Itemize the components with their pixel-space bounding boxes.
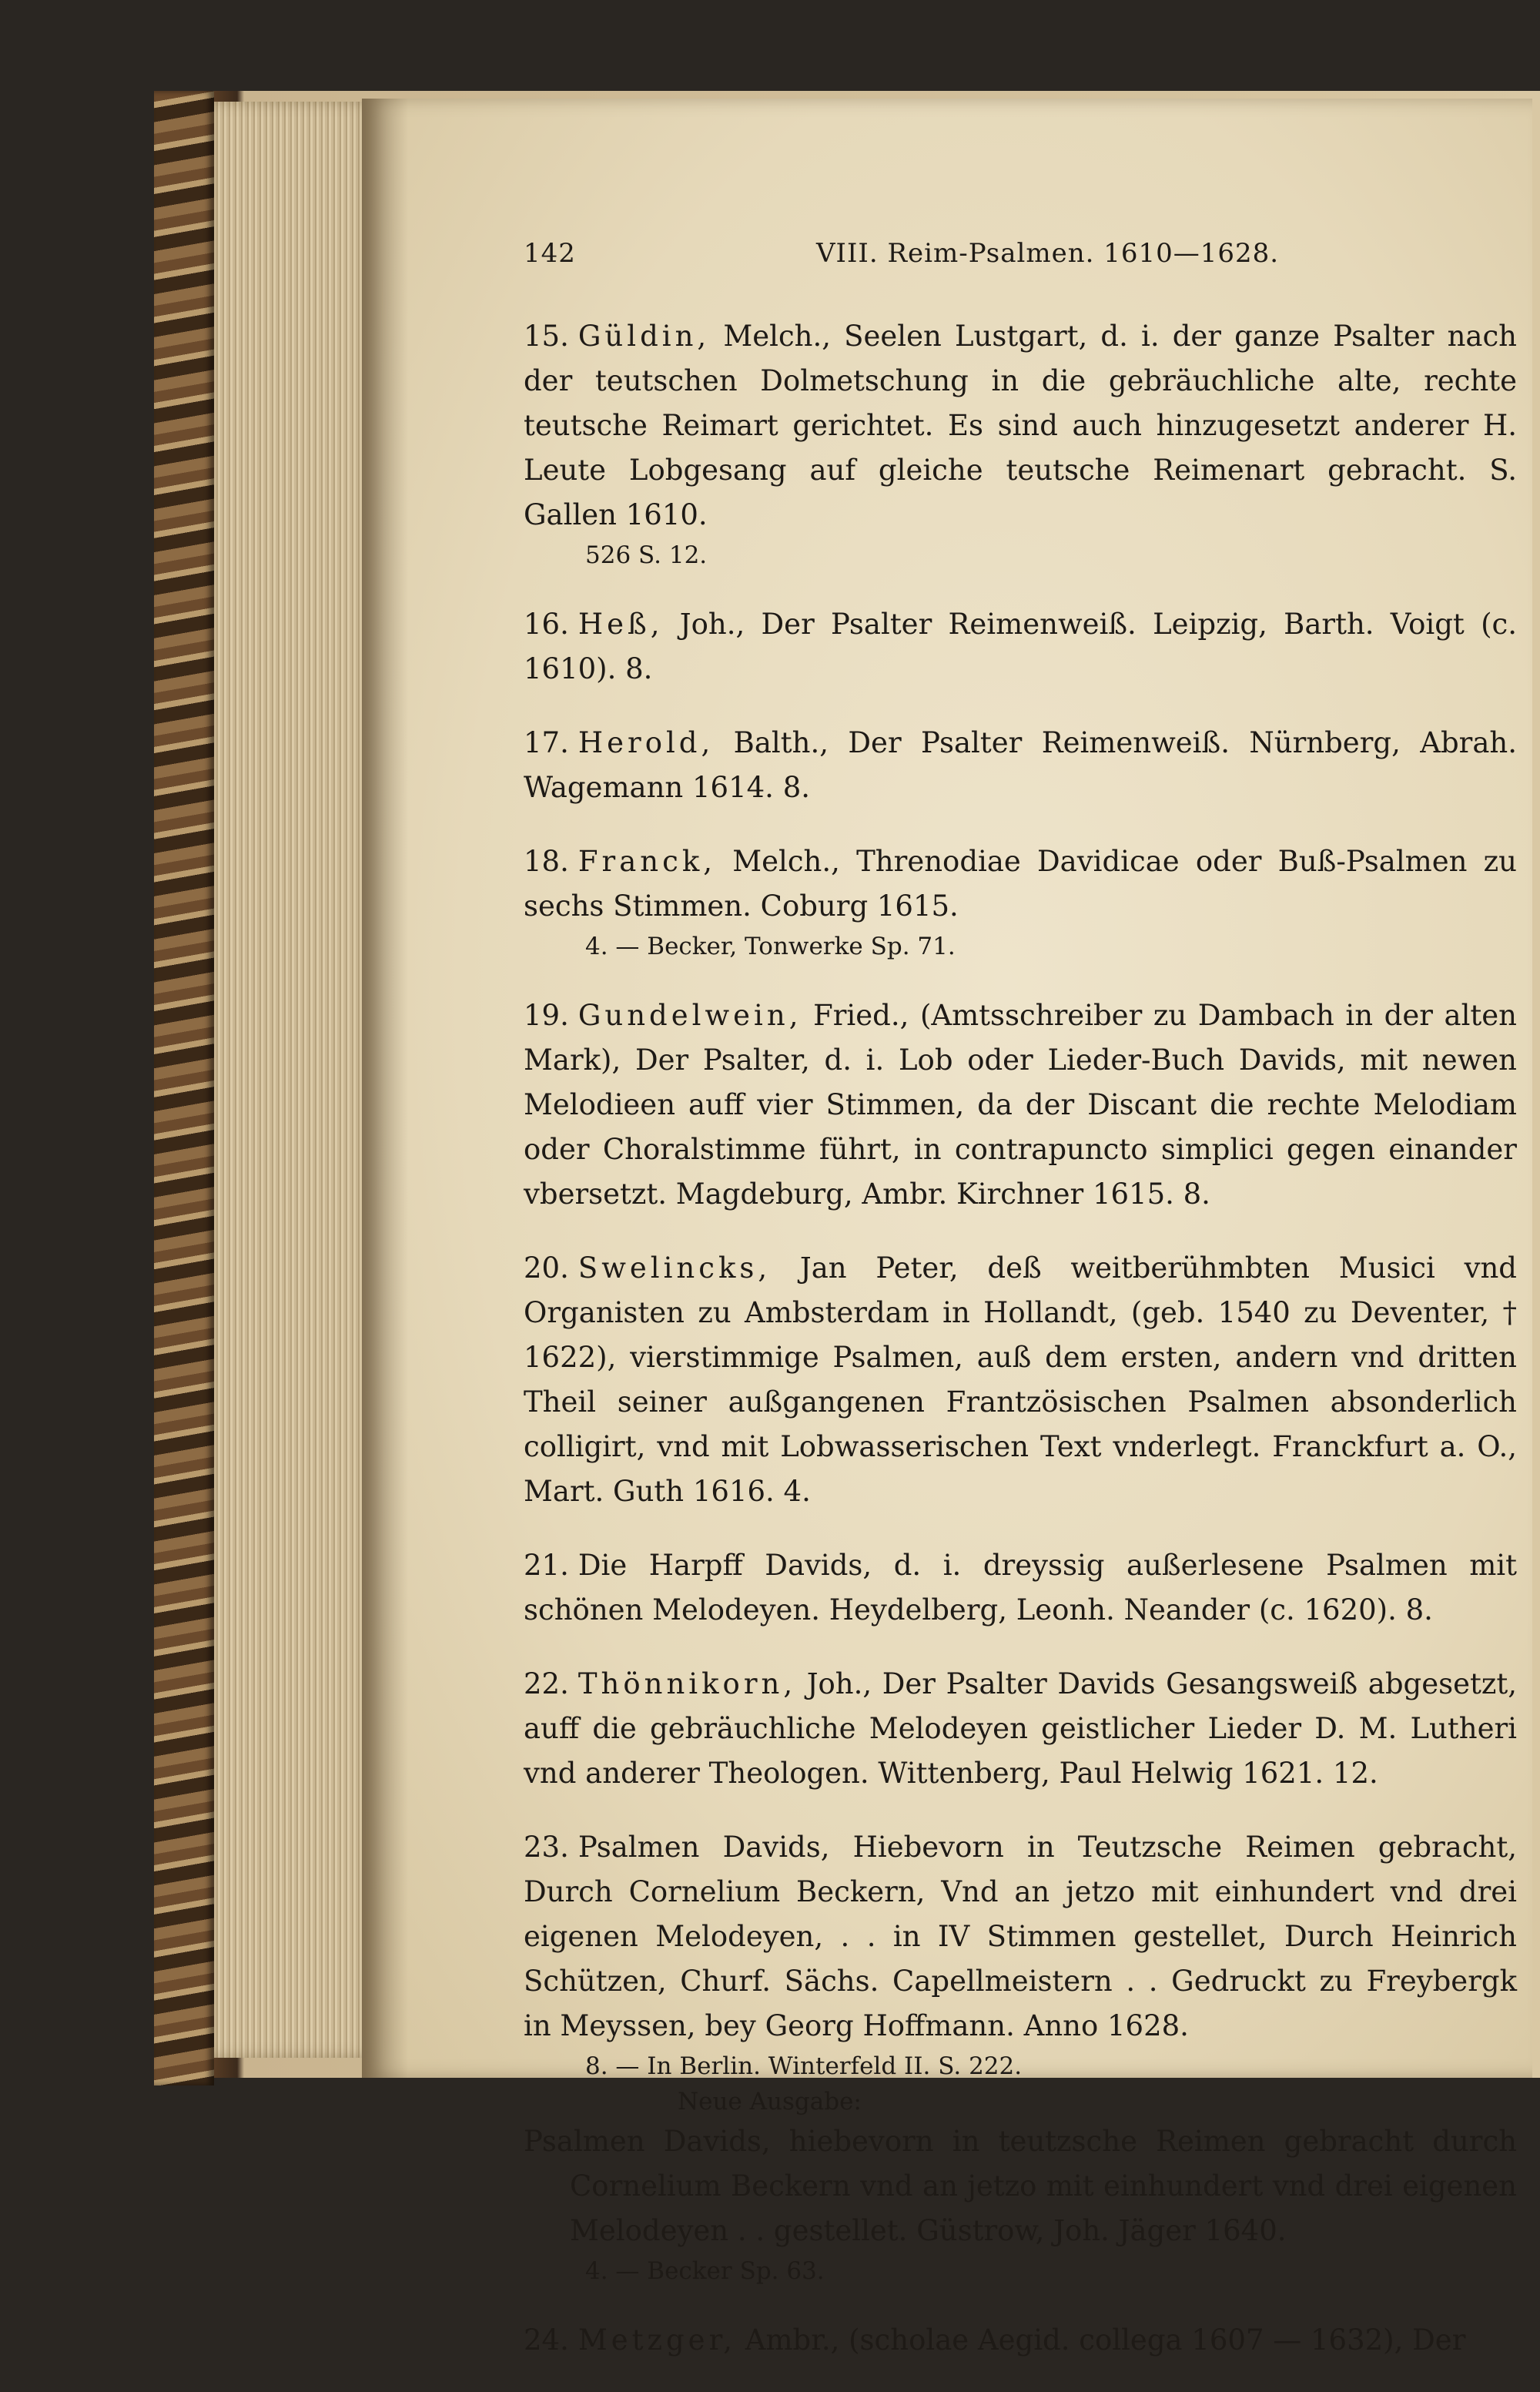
- entry-number: 15.: [524, 320, 569, 353]
- entry-author: Metzger,: [578, 2323, 736, 2357]
- entry-18: [524, 839, 1517, 964]
- new-edition-heading: Neue Ausgabe:: [678, 2088, 862, 2116]
- entry-21: [524, 1543, 1517, 1633]
- entry-note: 8. — In Berlin. Winterfeld II. S. 222.: [585, 2052, 1023, 2080]
- entry-23: [524, 1825, 1517, 2289]
- page-content: [524, 231, 1517, 2392]
- entry-number: 19.: [524, 999, 569, 1032]
- entry-17: [524, 721, 1517, 810]
- entry-text: Die Harpff Davids, d. i. dreyssig außerlesene Psalmen mit schönen Melodeyen. Heydelberg, Leonh. Neander (c. 1620). 8.: [524, 1549, 1517, 1626]
- entry-text: Fried., (Amtsschreiber zu Dambach in der alten Mark), Der Psalter, d. i. Lob oder Lieder-Buch Davids, mit newen Melodieen auff vier Stimmen, da der Discant die rechte Melodiam oder Choralstimme führt, in contrapuncto simplici gegen einander vbersetzt. Magdeburg, Ambr. Kirchner 1615. 8.: [524, 999, 1517, 1211]
- entry-text: Melch., Threnodiae Davidicae oder Buß-Psalmen zu sechs Stimmen. Coburg 1615.: [524, 845, 1517, 923]
- entry-24: [524, 2318, 1517, 2363]
- entry-author: Herold,: [578, 726, 715, 759]
- entry-author: Gundelwein,: [578, 999, 802, 1032]
- running-title: VIII. Reim-Psalmen. 1610—1628.: [816, 238, 1280, 269]
- entry-note: 4. — Becker, Tonwerke Sp. 71.: [585, 933, 956, 960]
- entry-text: Joh., Der Psalter Reimenweiß. Leipzig, Barth. Voigt (c. 1610). 8.: [524, 608, 1517, 685]
- entry-number: 17.: [524, 726, 569, 759]
- entry-text: Jan Peter, deß weitberühmbten Musici vnd Organisten zu Ambsterdam in Hollandt, (geb. 1540 zu Deventer, † 1622), vierstimmige Psalmen, auß dem ersten, andern vnd dritten Theil seiner außgangenen Frantzösischen Psalmen absonderlich colligirt, vnd mit Lobwasserischen Text vnderlegt. Franckfurt a. O., Mart. Guth 1616. 4.: [524, 1251, 1517, 1508]
- entry-16: [524, 602, 1517, 692]
- entry-number: 24.: [524, 2323, 569, 2357]
- entry-number: 20.: [524, 1251, 569, 1285]
- entry-number: 22.: [524, 1667, 569, 1700]
- gutter-shadow: [362, 99, 408, 2078]
- entry-19: [524, 993, 1517, 1217]
- page-edges: [214, 102, 376, 2058]
- page-header: [524, 231, 1517, 285]
- entry-text: Psalmen Davids, Hiebevorn in Teutzsche Reimen gebracht, Durch Cornelium Beckern, Vnd an jetzo mit einhundert vnd drei eigenen Melodeyen, . . in IV Stimmen gestellet, Durch Heinrich Schützen, Churf. Sächs. Capellmeistern . . Gedruckt zu Freybergk in Meyssen, bey Georg Hoffmann. Anno 1628.: [524, 1831, 1517, 2042]
- entry-author: Heß,: [578, 608, 664, 641]
- entry-number: 23.: [524, 1831, 569, 1864]
- entry-text: Ambr., (scholae Aegid. collega 1607 — 1632), Der: [745, 2323, 1466, 2357]
- entry-author: Thönnikorn,: [578, 1667, 797, 1700]
- marbled-spine-edge: [154, 91, 214, 2085]
- entry-number: 18.: [524, 845, 569, 878]
- entry-author: Swelincks,: [578, 1251, 772, 1285]
- entry-note: 526 S. 12.: [585, 541, 708, 569]
- entry-author: Franck,: [578, 845, 716, 878]
- entry-number: 16.: [524, 608, 569, 641]
- entry-author: Güldin,: [578, 320, 711, 353]
- entry-22: [524, 1662, 1517, 1796]
- entry-text: Joh., Der Psalter Davids Gesangsweiß abgesetzt, auff die gebräuchliche Melodeyen geistlicher Lieder D. M. Lutheri vnd anderer Theologen. Wittenberg, Paul Helwig 1621. 12.: [524, 1667, 1518, 1790]
- new-edition-note: 4. — Becker Sp. 63.: [585, 2257, 825, 2285]
- entry-text: Melch., Seelen Lustgart, d. i. der ganze Psalter nach der teutschen Dolmetschung in die gebräuchliche alte, rechte teutsche Reimart gerichtet. Es sind auch hinzugesetzt anderer H. Leute Lobgesang auf gleiche teutsche Reimenart gebracht. S. Gallen 1610.: [524, 320, 1518, 531]
- entry-number: 21.: [524, 1549, 569, 1582]
- page-number: 142: [524, 238, 576, 269]
- entry-text: Balth., Der Psalter Reimenweiß. Nürnberg, Abrah. Wagemann 1614. 8.: [524, 726, 1517, 804]
- entry-20: [524, 1246, 1517, 1514]
- entry-15: [524, 314, 1517, 573]
- new-edition-entry: Psalmen Davids, hiebevorn in teutzsche Reimen gebracht durch Cornelium Beckern vnd an jetzo mit einhundert vnd drei eigenen Melodeyen . . gestellet. Güstrow, Joh. Jäger 1640.: [524, 2125, 1517, 2247]
